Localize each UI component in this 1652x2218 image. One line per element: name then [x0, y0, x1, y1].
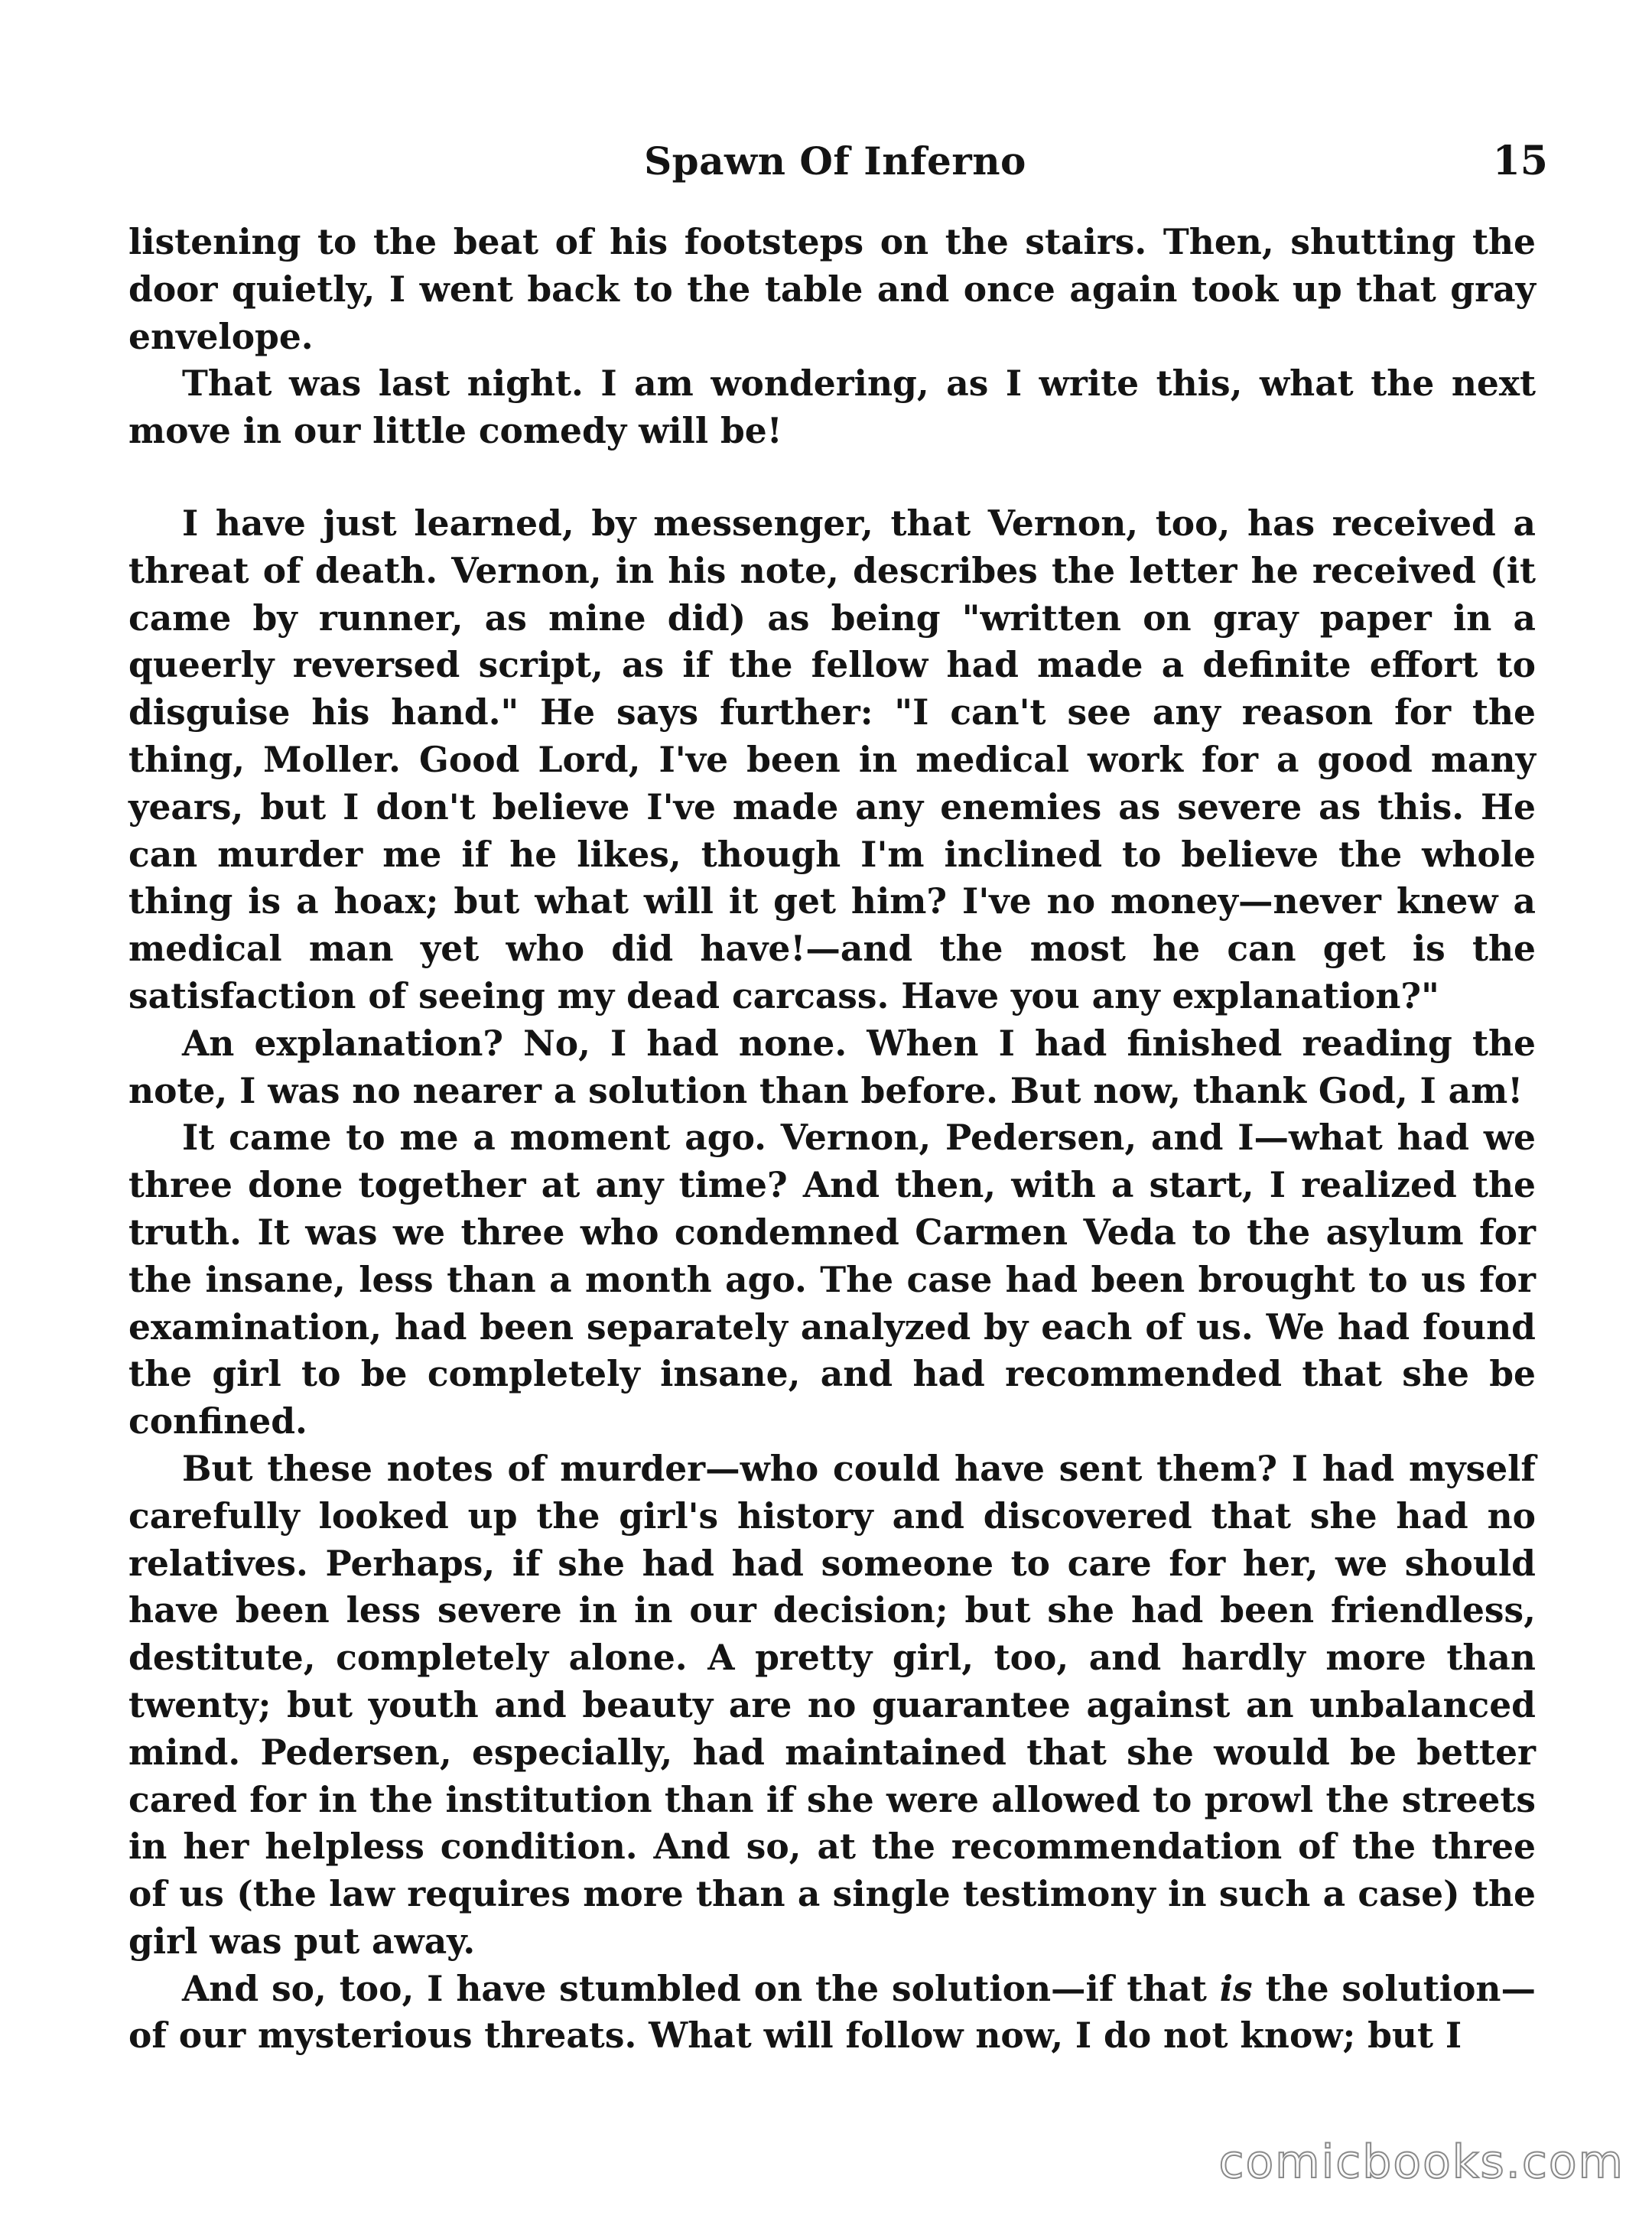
page-number: 15	[1492, 138, 1548, 184]
page-header	[122, 135, 1548, 188]
watermark: comicbooks.com	[1218, 2135, 1624, 2189]
paragraph-last	[128, 1966, 1536, 2060]
body-text	[128, 219, 1536, 2060]
paragraph: But these notes of murder—who could have sent them? I had myself carefully looked up the girl's history and discovered that she had no relatives. Perhaps, if she had had someone to care for her, we should have been less severe in in our decision; but she had been friendless, destitute, completely alone. A pretty girl, too, and hardly more than twenty; but youth and beauty are no guarantee against an unbalanced mind. Pedersen, especially, had maintained that she would be better cared for in the institution than if she were allowed to prowl the streets in her helpless condition. And so, at the recommendation of the three of us (the law requires more than a single testimony in such a case) the girl was put away.	[128, 1447, 1536, 1962]
paragraph: listening to the beat of his footsteps on the stairs. Then, shutting the door quietly, I went back to the table and once again took up that gray envelope.	[128, 221, 1536, 357]
paragraph: That was last night. I am wondering, as I write this, what the next move in our little comedy will be!	[128, 363, 1536, 452]
paragraph: It came to me a moment ago. Vernon, Pedersen, and I—what had we three done together at any time? And then, with a start, I realized the truth. It was we three who condemned Carmen Veda to the asylum for the insane, less than a month ago. The case had been brought to us for examination, had been separately analyzed by each of us. We had found the girl to be completely insane, and had recommended that she be confined.	[128, 1117, 1536, 1442]
text-run: And so, too, I have stumbled on the solution—if that	[182, 1967, 1220, 2009]
italic-emphasis: is	[1219, 1967, 1253, 2009]
text-run: the solution—of our mysterious threats. What will follow now, I do not know; but I	[128, 1967, 1536, 2057]
paragraph: An explanation? No, I had none. When I had finished reading the note, I was no nearer a solution than before. But now, thank God, I am!	[128, 1022, 1536, 1111]
paragraph: I have just learned, by messenger, that Vernon, too, has received a threat of death. Vernon, in his note, describes the letter he received (it came by runner, as mine did) as being "written on gray paper in a queerly reversed script, as if the fellow had made a definite effort to disguise his hand." He says further: "I can't see any reason for the thing, Moller. Good Lord, I've been in medical work for a good many years, but I don't believe I've made any enemies as severe as this. He can murder me if he likes, though I'm inclined to believe the whole thing is a hoax; but what will it get him? I've no money—never knew a medical man yet who did have!—and the most he can get is the satisfaction of seeing my dead carcass. Have you any explanation?"	[128, 502, 1536, 1016]
running-title: Spawn Of Inferno	[644, 138, 1026, 184]
